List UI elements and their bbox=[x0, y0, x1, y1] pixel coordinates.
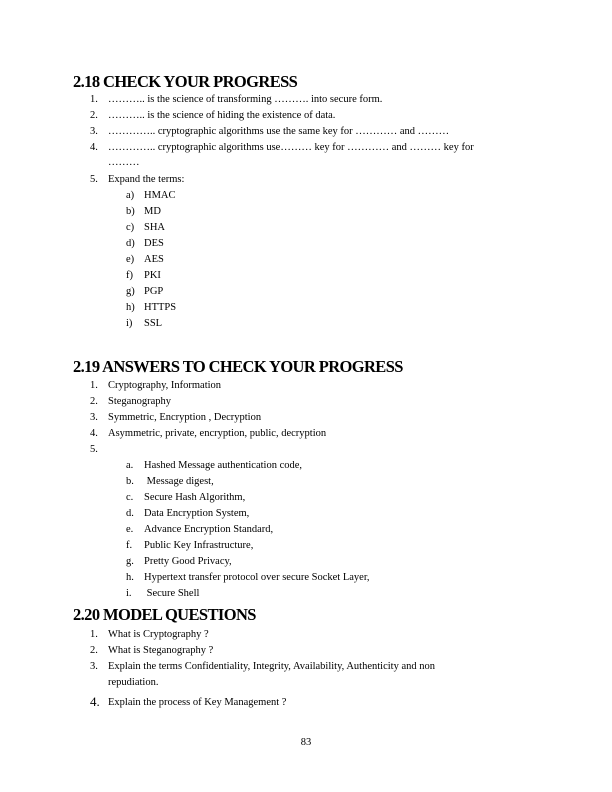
term-text: PKI bbox=[144, 270, 161, 281]
term-letter: i) bbox=[126, 318, 133, 329]
question-number: 5. bbox=[90, 174, 98, 185]
question-number: 2. bbox=[90, 110, 98, 121]
model-question-number: 3. bbox=[90, 661, 98, 672]
answer-text: Asymmetric, private, encryption, public, decryption bbox=[108, 428, 327, 439]
term-text: PGP bbox=[144, 286, 164, 297]
model-question-text: What is Steganography ? bbox=[108, 645, 214, 656]
model-question-number: 2. bbox=[90, 645, 98, 656]
answer-number: 2. bbox=[90, 396, 98, 407]
model-question-text-continuation: repudiation. bbox=[108, 677, 159, 688]
question-text-continuation: ……… bbox=[108, 157, 140, 168]
answer-letter: d. bbox=[126, 508, 134, 519]
answer-expansion: Message digest, bbox=[144, 476, 214, 487]
section-heading-2-18: 2.18 CHECK YOUR PROGRESS bbox=[73, 72, 298, 91]
model-question-text: Explain the process of Key Management ? bbox=[108, 697, 287, 708]
answer-expansion: Advance Encryption Standard, bbox=[144, 524, 274, 535]
term-letter: a) bbox=[126, 190, 135, 201]
answer-text: Steganography bbox=[108, 396, 171, 407]
answer-letter: c. bbox=[126, 492, 134, 503]
answer-expansion: Secure Hash Algorithm, bbox=[144, 492, 246, 503]
term-text: DES bbox=[144, 238, 164, 249]
term-text: AES bbox=[144, 254, 164, 265]
model-question-number: 4. bbox=[90, 694, 100, 709]
term-text: HMAC bbox=[144, 190, 176, 201]
model-question-text: What is Cryptography ? bbox=[108, 629, 209, 640]
term-letter: g) bbox=[126, 286, 135, 297]
term-letter: f) bbox=[126, 270, 133, 281]
answer-expansion: Data Encryption System, bbox=[144, 508, 250, 519]
question-number: 4. bbox=[90, 142, 98, 153]
term-text: SSL bbox=[144, 318, 163, 329]
answer-number: 3. bbox=[90, 412, 98, 423]
term-text: HTTPS bbox=[144, 302, 177, 313]
section-heading-2-20: 2.20 MODEL QUESTIONS bbox=[73, 605, 256, 624]
question-number: 3. bbox=[90, 126, 98, 137]
answer-number: 5. bbox=[90, 444, 98, 455]
answer-number: 4. bbox=[90, 428, 98, 439]
answer-expansion: Hypertext transfer protocol over secure Socket Layer, bbox=[144, 572, 370, 583]
term-text: SHA bbox=[144, 222, 166, 233]
term-letter: b) bbox=[126, 206, 135, 217]
answer-letter: e. bbox=[126, 524, 134, 535]
answer-letter: a. bbox=[126, 460, 134, 471]
answer-letter: g. bbox=[126, 556, 134, 567]
question-text: ………….. cryptographic algorithms use……… key for ………… and ……… key for bbox=[108, 142, 474, 153]
model-question-number: 1. bbox=[90, 629, 98, 640]
answer-letter: f. bbox=[126, 540, 133, 551]
question-text: ……….. is the science of transforming ………. into secure form. bbox=[108, 94, 383, 105]
answer-expansion: Secure Shell bbox=[144, 588, 200, 599]
answer-number: 1. bbox=[90, 380, 98, 391]
page-number: 83 bbox=[300, 737, 312, 748]
question-text: Expand the terms: bbox=[108, 174, 185, 185]
answer-expansion: Pretty Good Privacy, bbox=[144, 556, 232, 567]
term-letter: e) bbox=[126, 254, 135, 265]
term-letter: c) bbox=[126, 222, 135, 233]
term-text: MD bbox=[144, 206, 161, 217]
answer-text: Symmetric, Encryption , Decryption bbox=[108, 412, 262, 423]
section-heading-2-19: 2.19 ANSWERS TO CHECK YOUR PROGRESS bbox=[73, 357, 403, 376]
question-text: ………….. cryptographic algorithms use the same key for ………… and ……… bbox=[108, 126, 450, 137]
term-letter: d) bbox=[126, 238, 135, 249]
answer-letter: i. bbox=[126, 588, 132, 599]
answer-letter: b. bbox=[126, 476, 134, 487]
model-question-text: Explain the terms Confidentiality, Integrity, Availability, Authenticity and non bbox=[108, 661, 435, 672]
answer-expansion: Public Key Infrastructure, bbox=[144, 540, 254, 551]
answer-letter: h. bbox=[126, 572, 134, 583]
question-text: ……….. is the science of hiding the existence of data. bbox=[108, 110, 336, 121]
term-letter: h) bbox=[126, 302, 135, 313]
question-number: 1. bbox=[90, 94, 98, 105]
answer-expansion: Hashed Message authentication code, bbox=[144, 460, 303, 471]
answer-text: Cryptography, Information bbox=[108, 380, 222, 391]
